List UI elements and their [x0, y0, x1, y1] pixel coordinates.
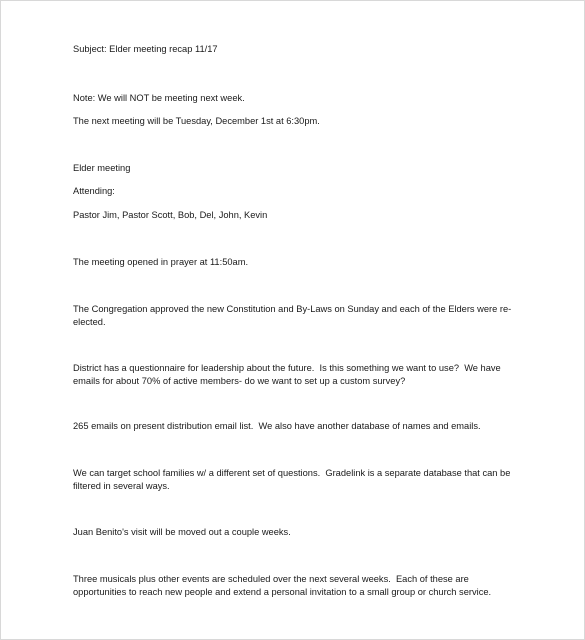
next-meeting-line: The next meeting will be Tuesday, December 1st at 6:30pm.: [73, 116, 320, 126]
school-paragraph: We can target school families w/ a different set of questions. Gradelink is a separate database that can be filtered in several ways.: [73, 468, 513, 492]
subject-line: Subject: Elder meeting recap 11/17: [73, 44, 218, 54]
emails-paragraph: 265 emails on present distribution email list. We also have another database of names and emails.: [73, 421, 481, 431]
musicals-paragraph: Three musicals plus other events are scheduled over the next several weeks. Each of these are opportunities to reach new people and extend a personal invitation to a small group or church service.: [73, 574, 492, 598]
questionnaire-paragraph: District has a questionnaire for leadership about the future. Is this something we want to use? We have emails for about 70% of active members- do we want to set up a custom survey?: [73, 363, 504, 387]
heading-line: Elder meeting: [73, 163, 131, 173]
visit-line: Juan Benito's visit will be moved out a couple weeks.: [73, 527, 291, 537]
note-line: Note: We will NOT be meeting next week.: [73, 93, 245, 103]
opened-line: The meeting opened in prayer at 11:50am.: [73, 257, 249, 267]
attending-label: Attending:: [73, 186, 115, 196]
attendees-line: Pastor Jim, Pastor Scott, Bob, Del, John, Kevin: [73, 210, 268, 220]
constitution-paragraph: The Congregation approved the new Constitution and By-Laws on Sunday and each of the Elders were re-elected.: [73, 304, 512, 328]
